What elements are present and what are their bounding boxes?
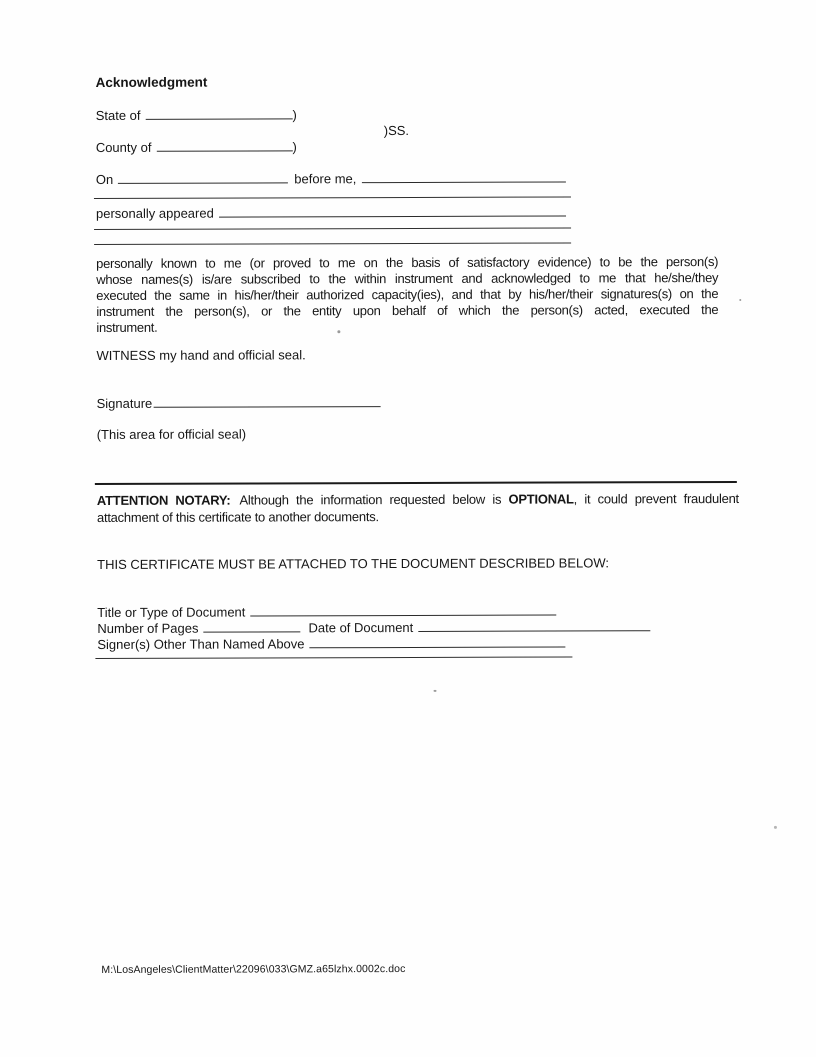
attention-text-before: Although the information requested below is: [239, 491, 509, 508]
title-or-type-blank: [250, 603, 556, 617]
attention-notary-label: ATTENTION NOTARY:: [96, 492, 231, 508]
scan-speck: [739, 299, 741, 301]
county-of-label: County of: [95, 139, 152, 155]
date-blank: [118, 170, 288, 184]
attention-text-after: , it could prevent fraudulent attachment of this certificate to another documents.: [96, 490, 739, 525]
date-before-me-row: [96, 170, 566, 187]
notary-name-blank: [361, 170, 565, 184]
notary-name-continuation-line: [94, 196, 571, 198]
date-of-document-label: Date of Document: [308, 619, 414, 636]
pages-and-date-row: [97, 618, 650, 636]
official-seal-area-note: (This area for official seal): [96, 426, 247, 442]
county-of-blank: [156, 138, 292, 151]
acknowledgment-paragraph: personally known to me (or proved to me on the basis of satisfactory evidence) to be the person(s) whose names(s) is/are subscribed to the within instrument and acknowledged to me that he/she/they executed the same in his/her/their authorized capacity(ies), and that by his/her/their signatures(s) on the instrument the person(s), or the entity upon behalf of which the person(s) acted, executed the instrument.: [96, 254, 719, 335]
appearer-names-continuation-line-1: [94, 227, 571, 229]
scan-speck: [337, 330, 340, 333]
on-label: On: [95, 171, 114, 187]
title-or-type-row: [97, 603, 556, 620]
other-signers-label: Signer(s) Other Than Named Above: [97, 636, 305, 652]
scan-speck: [434, 690, 437, 692]
witness-statement: WITNESS my hand and official seal.: [96, 347, 306, 363]
signature-blank: [153, 394, 380, 408]
county-close-paren: ): [292, 139, 297, 155]
county-of-row: [96, 138, 297, 155]
personally-appeared-label: personally appeared: [95, 205, 214, 221]
page-title: Acknowledgment: [95, 74, 208, 90]
other-signers-continuation-line: [95, 656, 572, 658]
optional-word: OPTIONAL: [508, 491, 574, 507]
section-separator-line: [95, 481, 737, 485]
ss-marker: )SS.: [383, 122, 410, 139]
state-of-row: [96, 106, 297, 123]
other-signers-row: [97, 635, 565, 652]
signature-label: Signature: [96, 395, 153, 411]
state-of-blank: [145, 106, 292, 119]
signature-row: [97, 394, 381, 411]
number-of-pages-blank: [203, 619, 300, 632]
personally-appeared-row: [96, 204, 566, 221]
appearer-names-blank: [219, 204, 566, 218]
title-or-type-label: Title or Type of Document: [97, 604, 246, 620]
before-me-label: before me,: [294, 171, 357, 187]
attention-notary-notice: [97, 490, 739, 526]
file-path-footer: M:\LosAngeles\ClientMatter\22096\033\GMZ.a65lzhx.0002c.doc: [101, 963, 406, 976]
state-close-paren: ): [292, 107, 297, 123]
number-of-pages-label: Number of Pages: [97, 620, 199, 636]
state-of-label: State of: [95, 107, 141, 123]
date-of-document-blank: [418, 618, 650, 632]
scan-speck: [774, 826, 777, 829]
certificate-attachment-heading: THIS CERTIFICATE MUST BE ATTACHED TO THE DOCUMENT DESCRIBED BELOW:: [97, 555, 610, 572]
appearer-names-continuation-line-2: [94, 242, 571, 244]
other-signers-blank: [309, 635, 565, 649]
